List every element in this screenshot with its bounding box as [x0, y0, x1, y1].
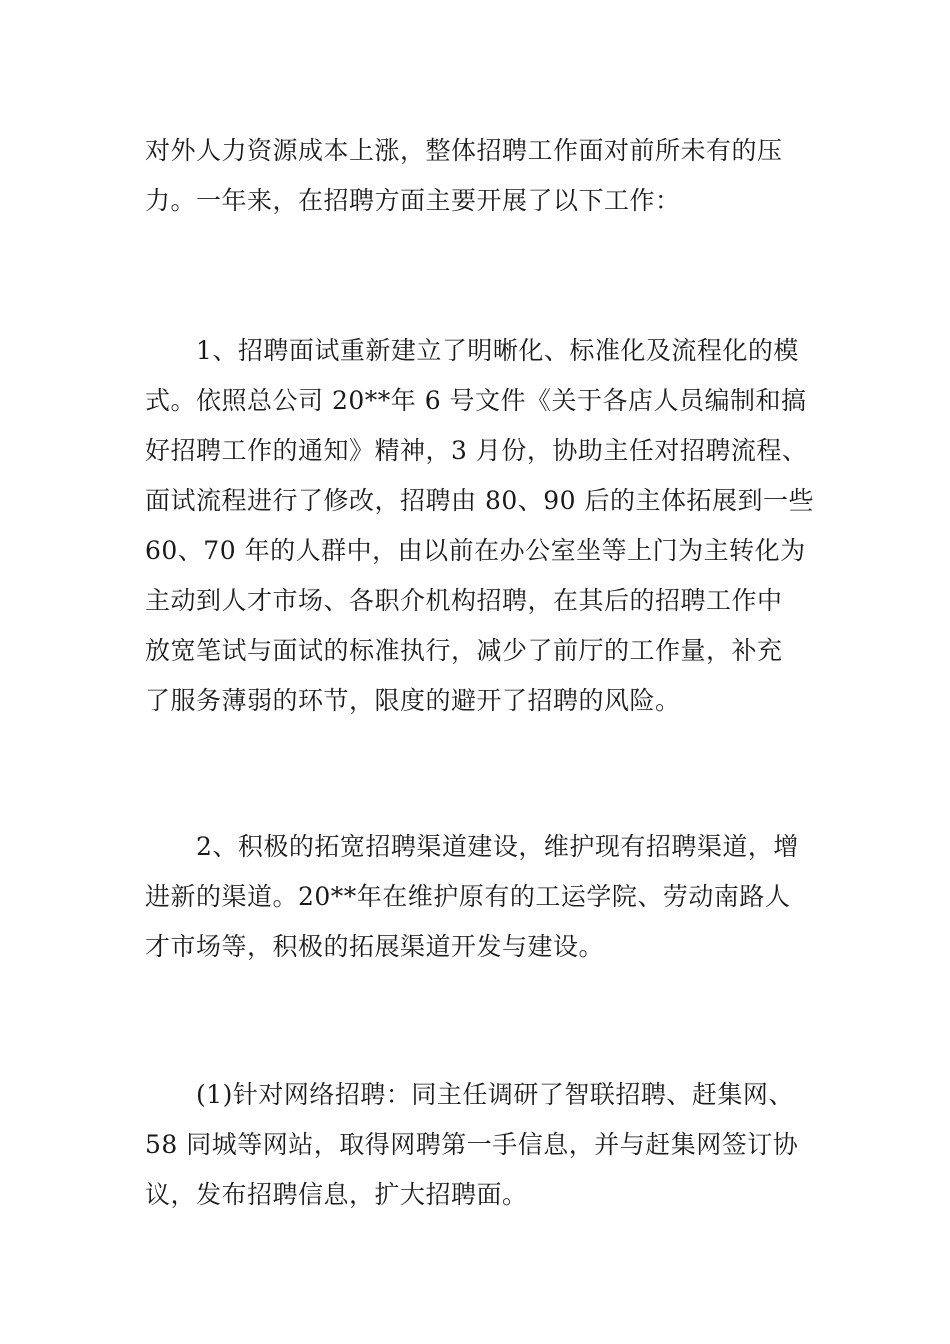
- text-line: 1、招聘面试重新建立了明晰化、标准化及流程化的模: [145, 336, 799, 365]
- paragraph-item-2: [145, 822, 815, 972]
- text-line: 对外人力资源成本上涨，整体招聘工作面对前所未有的压: [145, 136, 783, 165]
- text-line: 好招聘工作的通知》精神，3 月份，协助主任对招聘流程、: [145, 436, 808, 465]
- text-line: 了服务薄弱的环节，限度的避开了招聘的风险。: [145, 686, 681, 715]
- text-line: 进新的渠道。20**年在维护原有的工运学院、劳动南路人: [145, 882, 791, 911]
- text-line: 60、70 年的人群中，由以前在办公室坐等上门为主转化为: [145, 536, 806, 565]
- text-line: 58 同城等网站，取得网聘第一手信息，并与赶集网签订协: [145, 1130, 799, 1159]
- text-line: 主动到人才市场、各职介机构招聘，在其后的招聘工作中: [145, 586, 783, 615]
- text-line: 面试流程进行了修改，招聘由 80、90 后的主体拓展到一些: [145, 486, 815, 515]
- text-line: 力。一年来，在招聘方面主要开展了以下工作：: [145, 186, 681, 215]
- paragraph-item-1: [145, 326, 815, 726]
- paragraph-subitem-1: [145, 1070, 815, 1220]
- text-line: 议，发布招聘信息，扩大招聘面。: [145, 1180, 528, 1209]
- text-line: 才市场等，积极的拓展渠道开发与建设。: [145, 932, 605, 961]
- text-line: 放宽笔试与面试的标准执行，减少了前厅的工作量，补充: [145, 636, 783, 665]
- text-line: 式。依照总公司 20**年 6 号文件《关于各店人员编制和搞: [145, 386, 807, 415]
- text-line: 2、积极的拓宽招聘渠道建设，维护现有招聘渠道，增: [145, 832, 799, 861]
- paragraph-intro: [145, 126, 815, 226]
- text-line: (1)针对网络招聘：同主任调研了智联招聘、赶集网、: [145, 1080, 794, 1109]
